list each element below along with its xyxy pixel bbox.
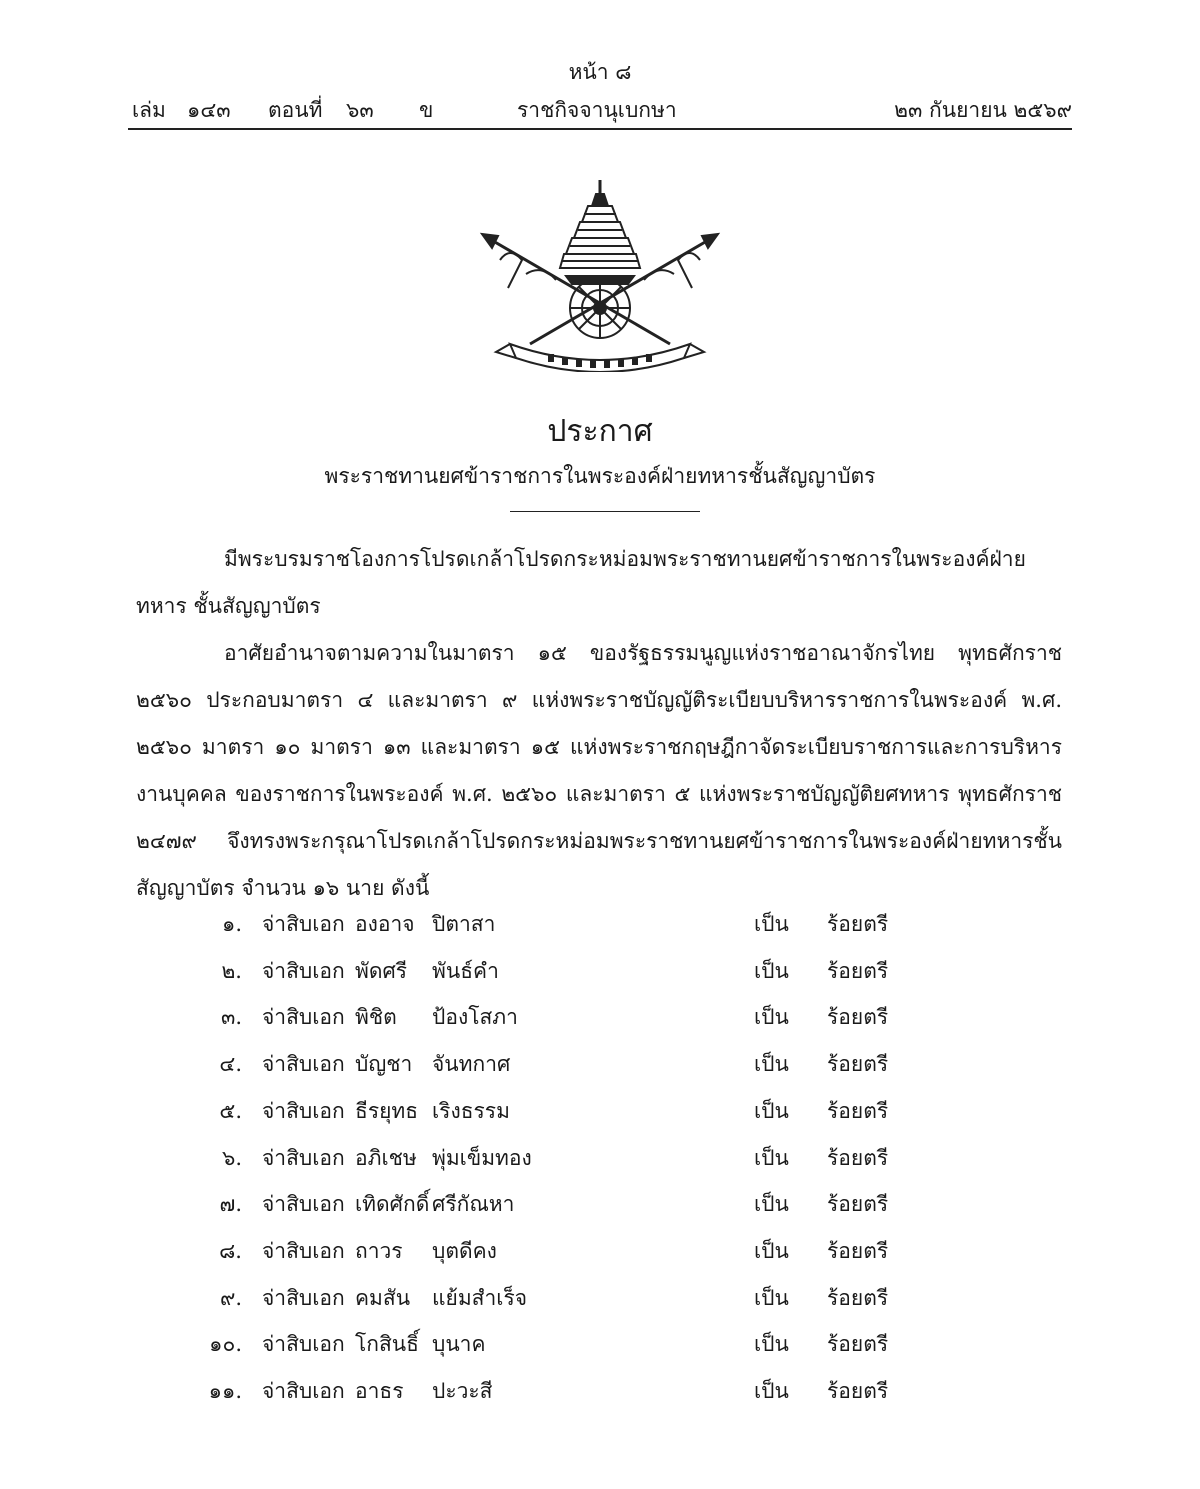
first-name: อาธร [355,1379,404,1403]
page-number: หน้า ๘ [568,60,632,84]
list-item [0,1142,1200,1188]
new-rank: ร้อยตรี [827,1238,889,1263]
royal-emblem-icon [470,176,730,372]
promotion-word: เป็น [754,1285,789,1310]
promotion-word: เป็น [754,1379,789,1403]
first-name: องอาจ [355,912,415,936]
title-divider [510,511,700,512]
section-letter: ข [419,98,434,122]
last-name: ปะวะสี [432,1379,493,1403]
current-rank: จ่าสิบเอก [262,1005,345,1030]
promotion-word: เป็น [754,1005,789,1030]
current-rank: จ่าสิบเอก [262,1238,345,1263]
announcement-subtitle: พระราชทานยศข้าราชการในพระองค์ฝ่ายทหารชั้นสัญญาบัตร [324,464,876,488]
header-divider [128,128,1072,130]
list-item [0,1188,1200,1234]
appointment-number: ๒. [221,958,242,983]
publication-date: ๒๓ กันยายน ๒๕๖๙ [894,98,1072,122]
promotion-word: เป็น [754,1052,789,1077]
promotion-word: เป็น [754,1332,789,1357]
new-rank: ร้อยตรี [827,1379,889,1403]
gazette-header [132,94,1072,128]
first-name: พัดศรี [355,958,408,983]
new-rank: ร้อยตรี [827,1192,889,1217]
last-name: พันธ์คำ [432,958,499,983]
last-name: ปิตาสา [432,912,496,936]
first-name: บัญชา [355,1052,413,1077]
promotion-word: เป็น [754,1145,789,1170]
appointment-number: ๓. [220,1005,242,1030]
first-name: ธีรยุทธ [355,1098,419,1123]
issue-label: ตอนที่ [268,98,323,122]
appointment-number: ๗. [219,1192,242,1217]
new-rank: ร้อยตรี [827,1005,889,1030]
new-rank: ร้อยตรี [827,1145,889,1170]
current-rank: จ่าสิบเอก [262,1192,345,1217]
appointment-number: ๕. [219,1098,242,1123]
last-name: บุนาค [432,1332,486,1357]
new-rank: ร้อยตรี [827,1332,889,1357]
current-rank: จ่าสิบเอก [262,1145,345,1170]
list-item [0,1282,1200,1328]
current-rank: จ่าสิบเอก [262,1332,345,1357]
appointment-number: ๙. [219,1285,242,1310]
last-name: จันทกาศ [432,1052,511,1077]
appointment-number: ๑๑. [208,1379,242,1403]
last-name: ป้องโสภา [432,1005,518,1030]
list-item [0,1001,1200,1047]
first-name: ถาวร [355,1238,403,1263]
first-name: โกสินธิ์ [355,1332,419,1357]
appointment-number: ๖. [221,1145,242,1170]
current-rank: จ่าสิบเอก [262,1379,345,1403]
new-rank: ร้อยตรี [827,1285,889,1310]
new-rank: ร้อยตรี [827,1098,889,1123]
last-name: แย้มสำเร็จ [432,1285,528,1310]
list-item [0,1095,1200,1141]
last-name: บุตดีคง [432,1238,497,1263]
volume-number: ๑๔๓ [187,98,231,122]
body-paragraph-2: อาศัยอำนาจตามความในมาตรา ๑๕ ของรัฐธรรมนูญแห่งราชอาณาจักรไทย พุทธศักราช ๒๕๖๐ ประกอบมาตรา ๔ และมาตรา ๙ แห่งพระราชบัญญัติระเบียบบริหารราชการในพระองค์ พ.ศ. ๒๕๖๐ มาตรา ๑๐ มาตรา ๑๓ และมาตรา ๑๕ แห่งพระราชกฤษฎีกาจัดระเบียบราชการและการบริหารงานบุคคล ของราชการในพระองค์ พ.ศ. ๒๕๖๐ และมาตรา ๕ แห่งพระราชบัญญัติยศทหาร พุทธศักราช ๒๔๗๙ จึงทรงพระกรุณาโปรดเกล้าโปรดกระหม่อมพระราชทานยศข้าราชการในพระองค์ฝ่ายทหารชั้นสัญญาบัตร จำนวน ๑๖ นาย ดังนี้ [136,641,1062,900]
list-item [0,1328,1200,1374]
journal-name: ราชกิจจานุเบกษา [517,98,677,122]
promotion-word: เป็น [754,958,789,983]
current-rank: จ่าสิบเอก [262,1285,345,1310]
appointment-number: ๘. [219,1238,242,1263]
promotion-word: เป็น [754,1238,789,1263]
new-rank: ร้อยตรี [827,912,889,936]
first-name: พิชิต [355,1005,397,1030]
appointment-number: ๑. [221,912,242,936]
last-name: เริงธรรม [432,1098,510,1123]
current-rank: จ่าสิบเอก [262,912,345,936]
list-item [0,1235,1200,1281]
list-item [0,908,1200,954]
promotion-word: เป็น [754,1098,789,1123]
volume-label: เล่ม [132,98,166,122]
promotion-word: เป็น [754,1192,789,1217]
issue-number: ๖๓ [346,98,374,122]
first-name: เทิดศักดิ์ [355,1192,430,1217]
announcement-title: ประกาศ [547,414,653,449]
list-item [0,1048,1200,1094]
current-rank: จ่าสิบเอก [262,1098,345,1123]
promotion-word: เป็น [754,912,789,936]
body-paragraph-1: มีพระบรมราชโองการโปรดเกล้าโปรดกระหม่อมพระราชทานยศข้าราชการในพระองค์ฝ่ายทหาร ชั้นสัญญาบัตร [136,547,1026,618]
first-name: คมสัน [355,1285,411,1310]
appointment-number: ๔. [219,1052,242,1077]
last-name: ศรีกัณหา [432,1192,515,1217]
current-rank: จ่าสิบเอก [262,958,345,983]
list-item [0,1375,1200,1421]
last-name: พุ่มเข็มทอง [432,1145,532,1170]
list-item [0,955,1200,1001]
new-rank: ร้อยตรี [827,958,889,983]
current-rank: จ่าสิบเอก [262,1052,345,1077]
first-name: อภิเชษ [355,1145,417,1170]
appointment-number: ๑๐. [209,1332,242,1357]
new-rank: ร้อยตรี [827,1052,889,1077]
